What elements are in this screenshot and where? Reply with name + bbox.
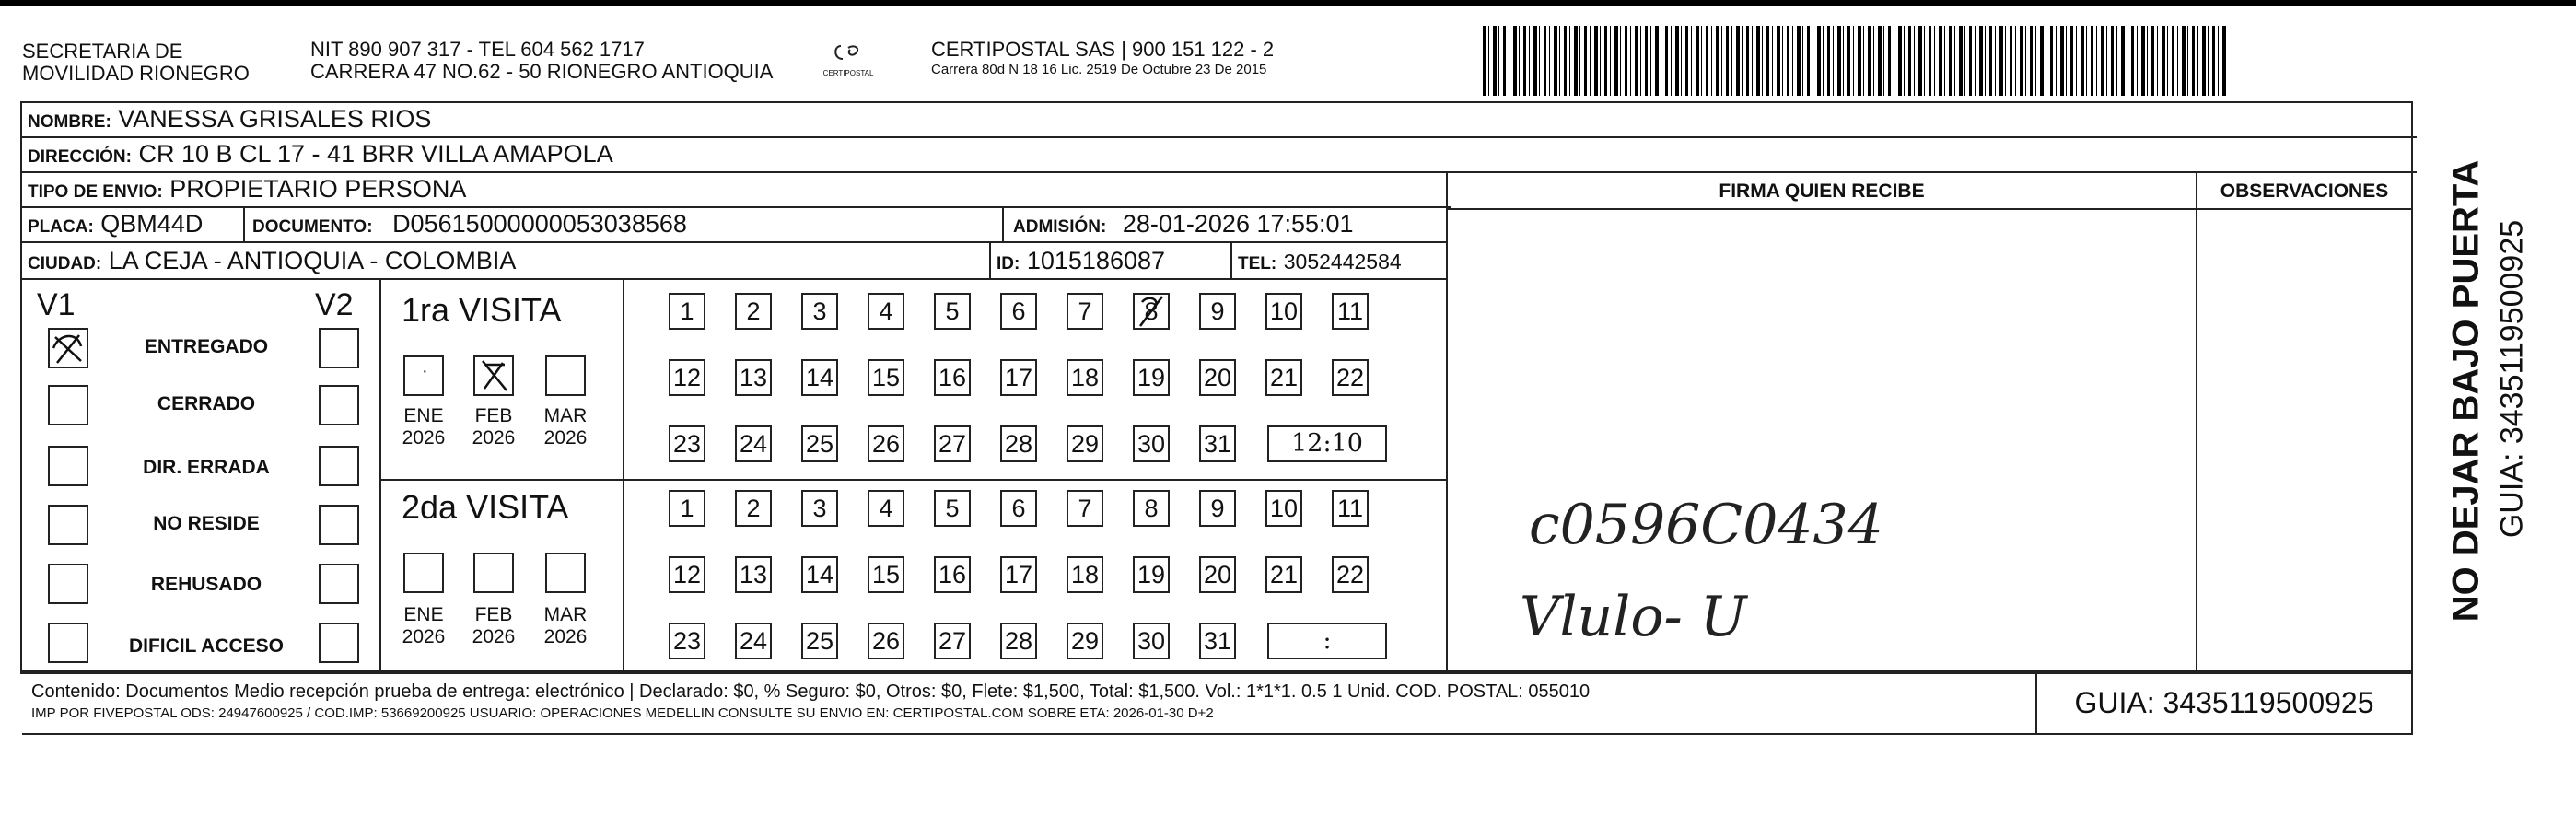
v1-entregado-checkbox[interactable] (48, 328, 88, 368)
second-visit-month-mar (536, 604, 595, 648)
v2-no-reside-checkbox[interactable] (319, 505, 359, 545)
day-box-1[interactable]: 1 (669, 490, 705, 527)
second-visit-month-feb (464, 604, 523, 648)
month-mar-year: 2026 (543, 626, 588, 647)
day-box-12[interactable]: 12 (669, 359, 705, 396)
doc-label: DOCUMENTO: (252, 217, 373, 237)
day-mark-icon (1133, 293, 1170, 330)
handwritten-signature (1510, 479, 2081, 663)
status-dir-errada: DIR. ERRADA (143, 457, 270, 478)
day-box-21[interactable]: 21 (1265, 359, 1302, 396)
month-feb-year: 2026 (472, 626, 516, 647)
month-ene-name: ENE (403, 405, 444, 426)
side-guide-number: GUIA: 3435119500925 (2494, 219, 2530, 539)
day-box-14[interactable]: 14 (801, 359, 838, 396)
sender-info (310, 39, 773, 83)
observations-header: OBSERVACIONES (2220, 181, 2389, 202)
time-field[interactable]: : (1267, 623, 1387, 659)
day-box-18[interactable]: 18 (1067, 556, 1103, 593)
day-box-6[interactable]: 6 (1000, 490, 1037, 527)
day-box-8[interactable]: 8 (1133, 293, 1170, 330)
v2-entregado-checkbox[interactable] (319, 328, 359, 368)
plate-label: PLACA: (28, 217, 94, 237)
address-label: DIRECCIÓN: (28, 147, 132, 167)
observations-column-divider (2196, 173, 2197, 670)
second-visit-month-mar-box[interactable] (545, 553, 586, 593)
city-label: CIUDAD: (28, 254, 102, 274)
day-box-6[interactable]: 6 (1000, 293, 1037, 330)
day-box-15[interactable]: 15 (868, 556, 904, 593)
recipient-address: CR 10 B CL 17 - 41 BRR VILLA AMAPOLA (138, 140, 613, 168)
day-box-30[interactable]: 30 (1133, 623, 1170, 659)
v1-dificil-acceso-checkbox[interactable] (48, 623, 88, 663)
column-header-line (1448, 208, 2411, 210)
v2-dir-errada-checkbox[interactable] (319, 446, 359, 486)
day-box-22[interactable]: 22 (1332, 359, 1369, 396)
city-cell (28, 245, 516, 280)
day-box-11[interactable]: 11 (1332, 490, 1369, 527)
send-type-row (22, 173, 1451, 208)
day-box-17[interactable]: 17 (1000, 359, 1037, 396)
doc-value: D05615000000053038568 (392, 210, 687, 238)
check-mark-icon (50, 330, 87, 367)
v2-rehusado-checkbox[interactable] (319, 564, 359, 604)
month-mark-icon (475, 357, 512, 394)
handwriting-line-1: c0596C0434 (1529, 493, 1883, 557)
day-box-14[interactable]: 14 (801, 556, 838, 593)
imp-line: IMP POR FIVEPOSTAL ODS: 24947600925 / COD.IMP: 53669200925 USUARIO: OPERACIONES MEDELLIN CONSULTE SU ENVIO EN: CERTIPOSTAL.COM SOBRE ETA: 2026-01-30 D+2 (31, 705, 1214, 721)
day-box-18[interactable]: 18 (1067, 359, 1103, 396)
visit-block-divider-left (379, 280, 381, 670)
license-line: Carrera 80d N 18 16 Lic. 2519 De Octubre 23 De 2015 (931, 62, 1267, 77)
day-box-10[interactable]: 10 (1265, 490, 1302, 527)
day-box-25[interactable]: 25 (801, 425, 838, 462)
city-row (22, 243, 1446, 280)
v1-rehusado-checkbox[interactable] (48, 564, 88, 604)
side-text (2413, 138, 2551, 654)
month-feb-name: FEB (474, 604, 513, 625)
day-box-12[interactable]: 12 (669, 556, 705, 593)
day-box-5[interactable]: 5 (934, 490, 971, 527)
day-box-10[interactable]: 10 (1265, 293, 1302, 330)
day-box-29[interactable]: 29 (1067, 425, 1103, 462)
name-row (22, 103, 2417, 138)
day-box-20[interactable]: 20 (1199, 556, 1236, 593)
second-visit-month-ene-box[interactable] (403, 553, 444, 593)
day-box-23[interactable]: 23 (669, 623, 705, 659)
month-feb-year: 2026 (472, 427, 516, 448)
name-label: NOMBRE: (28, 112, 111, 132)
day-box-25[interactable]: 25 (801, 623, 838, 659)
day-box-13[interactable]: 13 (735, 359, 772, 396)
status-no-reside: NO RESIDE (153, 513, 260, 534)
admission-value: 28-01-2026 17:55:01 (1122, 210, 1354, 238)
month-feb-name: FEB (474, 405, 513, 426)
day-box-23[interactable]: 23 (669, 425, 705, 462)
month-mar-year: 2026 (543, 427, 588, 448)
day-box-9[interactable]: 9 (1199, 490, 1236, 527)
day-box-1[interactable]: 1 (669, 293, 705, 330)
month-mar-name: MAR (543, 604, 588, 625)
day-box-13[interactable]: 13 (735, 556, 772, 593)
visit-block-divider-horizontal (379, 479, 1448, 481)
day-box-21[interactable]: 21 (1265, 556, 1302, 593)
day-box-9[interactable]: 9 (1199, 293, 1236, 330)
day-box-7[interactable]: 7 (1067, 490, 1103, 527)
second-visit-month-ene (394, 604, 453, 648)
footer-content (31, 680, 2039, 724)
day-box-3[interactable]: 3 (801, 490, 838, 527)
admission-cell (1002, 208, 1354, 241)
tel-cell (1230, 243, 1402, 278)
tel-label: TEL: (1238, 254, 1277, 274)
send-type-label: TIPO DE ENVIO: (28, 182, 163, 202)
day-box-4[interactable]: 4 (868, 490, 904, 527)
logo-text: CERTIPOSTAL (822, 69, 874, 77)
day-box-19[interactable]: 19 (1133, 556, 1170, 593)
day-box-16[interactable]: 16 (934, 359, 971, 396)
plate-row (22, 208, 1446, 243)
status-entregado: ENTREGADO (144, 336, 269, 357)
admission-label: ADMISIÓN: (1013, 217, 1107, 237)
first-visit-month-mar-box[interactable] (545, 355, 586, 396)
v1-dir-errada-checkbox[interactable] (48, 446, 88, 486)
id-label: ID: (997, 254, 1020, 274)
status-rehusado: REHUSADO (150, 574, 262, 595)
content-line: Contenido: Documentos Medio recepción prueba de entrega: electrónico | Declarado: $0, % Seguro: $0, Otros: $0, Flete: $1,500, Total: $1,500. Vol.: 1*1*1. 0.5 1 Unid. COD. POSTAL: 055010 (31, 681, 1591, 702)
plate-cell (28, 208, 203, 243)
day-box-17[interactable]: 17 (1000, 556, 1037, 593)
day-box-28[interactable]: 28 (1000, 425, 1037, 462)
org-line-1: SECRETARIA DE (22, 40, 183, 63)
address-line: CARRERA 47 NO.62 - 50 RIONEGRO ANTIOQUIA (310, 60, 774, 83)
month-ene-year: 2026 (402, 626, 446, 647)
first-visit-month-feb (464, 405, 523, 449)
v1-cerrado-checkbox[interactable] (48, 385, 88, 425)
day-box-19[interactable]: 19 (1133, 359, 1170, 396)
day-box-31[interactable]: 31 (1199, 623, 1236, 659)
v2-cerrado-checkbox[interactable] (319, 385, 359, 425)
day-box-20[interactable]: 20 (1199, 359, 1236, 396)
no-dejar-bajo-puerta: NO DEJAR BAJO PUERTA (2445, 159, 2487, 623)
day-box-26[interactable]: 26 (868, 623, 904, 659)
first-visit-month-ene-box[interactable]: · (403, 355, 444, 396)
day-box-24[interactable]: 24 (735, 425, 772, 462)
day-box-2[interactable]: 2 (735, 293, 772, 330)
v2-dificil-acceso-checkbox[interactable] (319, 623, 359, 663)
id-cell (989, 243, 1165, 278)
day-box-16[interactable]: 16 (934, 556, 971, 593)
v1-no-reside-checkbox[interactable] (48, 505, 88, 545)
id-value: 1015186087 (1026, 247, 1166, 274)
handwriting-line-2: Vlulo- U (1520, 585, 1747, 649)
day-box-27[interactable]: 27 (934, 623, 971, 659)
status-v2-label: V2 (315, 287, 354, 322)
logo-mark-icon (830, 42, 867, 64)
day-box-7[interactable]: 7 (1067, 293, 1103, 330)
day-box-8[interactable]: 8 (1133, 490, 1170, 527)
city-value: LA CEJA - ANTIOQUIA - COLOMBIA (108, 247, 517, 274)
tel-value: 3052442584 (1283, 250, 1402, 274)
doc-cell (243, 208, 687, 241)
day-box-27[interactable]: 27 (934, 425, 971, 462)
first-visit-month-feb-box[interactable] (473, 355, 514, 396)
signature-header: FIRMA QUIEN RECIBE (1719, 181, 1925, 202)
day-box-22[interactable]: 22 (1332, 556, 1369, 593)
courier-info (931, 39, 1274, 79)
nit-line: NIT 890 907 317 - TEL 604 562 1717 (310, 38, 645, 61)
day-box-11[interactable]: 11 (1332, 293, 1369, 330)
time-field[interactable]: 12:10 (1267, 425, 1387, 462)
second-visit-month-feb-box[interactable] (473, 553, 514, 593)
status-cerrado: CERRADO (157, 393, 256, 414)
footer-guide-box (2035, 670, 2413, 735)
org-name (22, 41, 250, 85)
month-ene-name: ENE (403, 604, 444, 625)
day-box-15[interactable]: 15 (868, 359, 904, 396)
top-border-strip (0, 0, 2576, 6)
day-box-24[interactable]: 24 (735, 623, 772, 659)
courier-line: CERTIPOSTAL SAS | 900 151 122 - 2 (931, 38, 1275, 61)
day-box-2[interactable]: 2 (735, 490, 772, 527)
send-type: PROPIETARIO PERSONA (169, 175, 467, 203)
footer-bottom-line (22, 733, 2037, 735)
status-v1-label: V1 (37, 287, 76, 322)
second-visit-title: 2da VISITA (402, 488, 569, 526)
month-ene-year: 2026 (402, 427, 446, 448)
plate-value: QBM44D (100, 210, 204, 238)
first-visit-title: 1ra VISITA (402, 291, 562, 329)
day-box-4[interactable]: 4 (868, 293, 904, 330)
visit-block-divider-mid (623, 280, 624, 670)
recipient-name: VANESSA GRISALES RIOS (118, 105, 432, 133)
day-box-26[interactable]: 26 (868, 425, 904, 462)
day-box-31[interactable]: 31 (1199, 425, 1236, 462)
first-visit-month-ene (394, 405, 453, 449)
first-visit-month-mar (536, 405, 595, 449)
day-box-5[interactable]: 5 (934, 293, 971, 330)
month-mar-name: MAR (543, 405, 588, 426)
status-dificil-acceso: DIFICIL ACCESO (128, 635, 284, 657)
footer-guide: GUIA: 3435119500925 (2074, 686, 2374, 719)
day-box-28[interactable]: 28 (1000, 623, 1037, 659)
day-box-30[interactable]: 30 (1133, 425, 1170, 462)
signature-column-divider (1446, 173, 1448, 670)
org-line-2: MOVILIDAD RIONEGRO (22, 62, 250, 85)
address-row (22, 138, 2417, 173)
certipostal-logo (810, 42, 886, 79)
day-box-3[interactable]: 3 (801, 293, 838, 330)
day-box-29[interactable]: 29 (1067, 623, 1103, 659)
barcode (1483, 26, 2227, 96)
